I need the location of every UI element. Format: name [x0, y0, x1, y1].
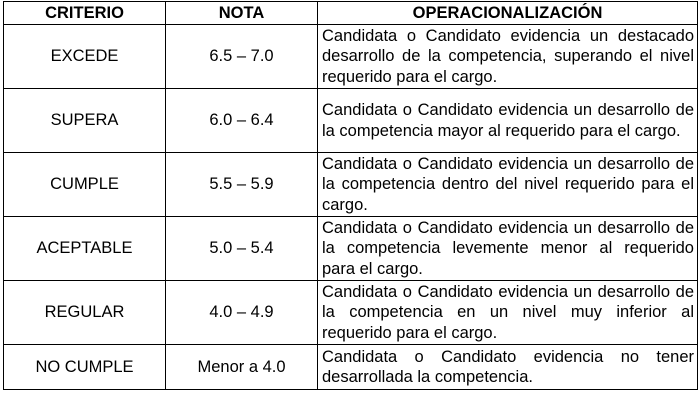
descripcion-cell: Candidata o Candidato evidencia un destacado desarrollo de la competencia, superando el nivel requerido para el cargo.: [318, 25, 698, 89]
descripcion-cell: Candidata o Candidato evidencia no tener desarrollada la competencia.: [318, 345, 698, 390]
evaluation-criteria-table: [3, 1, 698, 390]
criterio-cell: EXCEDE: [4, 25, 166, 89]
nota-cell: 5.0 – 5.4: [166, 217, 318, 281]
criterio-cell: ACEPTABLE: [4, 217, 166, 281]
table-row: [4, 217, 698, 281]
table-header-row: [4, 2, 698, 25]
nota-cell: 4.0 – 4.9: [166, 281, 318, 345]
table-row: [4, 25, 698, 89]
descripcion-cell: Candidata o Candidato evidencia un desarrollo de la competencia en un nivel muy inferior al requerido para el cargo.: [318, 281, 698, 345]
descripcion-cell: Candidata o Candidato evidencia un desarrollo de la competencia mayor al requerido para el cargo.: [318, 89, 698, 153]
nota-cell: 6.5 – 7.0: [166, 25, 318, 89]
criterio-cell: CUMPLE: [4, 153, 166, 217]
descripcion-cell: Candidata o Candidato evidencia un desarrollo de la competencia dentro del nivel requerido para el cargo.: [318, 153, 698, 217]
descripcion-cell: Candidata o Candidato evidencia un desarrollo de la competencia levemente menor al requerido para el cargo.: [318, 217, 698, 281]
table-row: [4, 89, 698, 153]
nota-cell: 5.5 – 5.9: [166, 153, 318, 217]
header-criterio: CRITERIO: [4, 2, 166, 25]
nota-cell: Menor a 4.0: [166, 345, 318, 390]
criterio-cell: REGULAR: [4, 281, 166, 345]
criterio-cell: NO CUMPLE: [4, 345, 166, 390]
table-row: [4, 281, 698, 345]
table-row: [4, 153, 698, 217]
header-operacionalizacion: OPERACIONALIZACIÓN: [318, 2, 698, 25]
nota-cell: 6.0 – 6.4: [166, 89, 318, 153]
table-row: [4, 345, 698, 390]
criterio-cell: SUPERA: [4, 89, 166, 153]
header-nota: NOTA: [166, 2, 318, 25]
